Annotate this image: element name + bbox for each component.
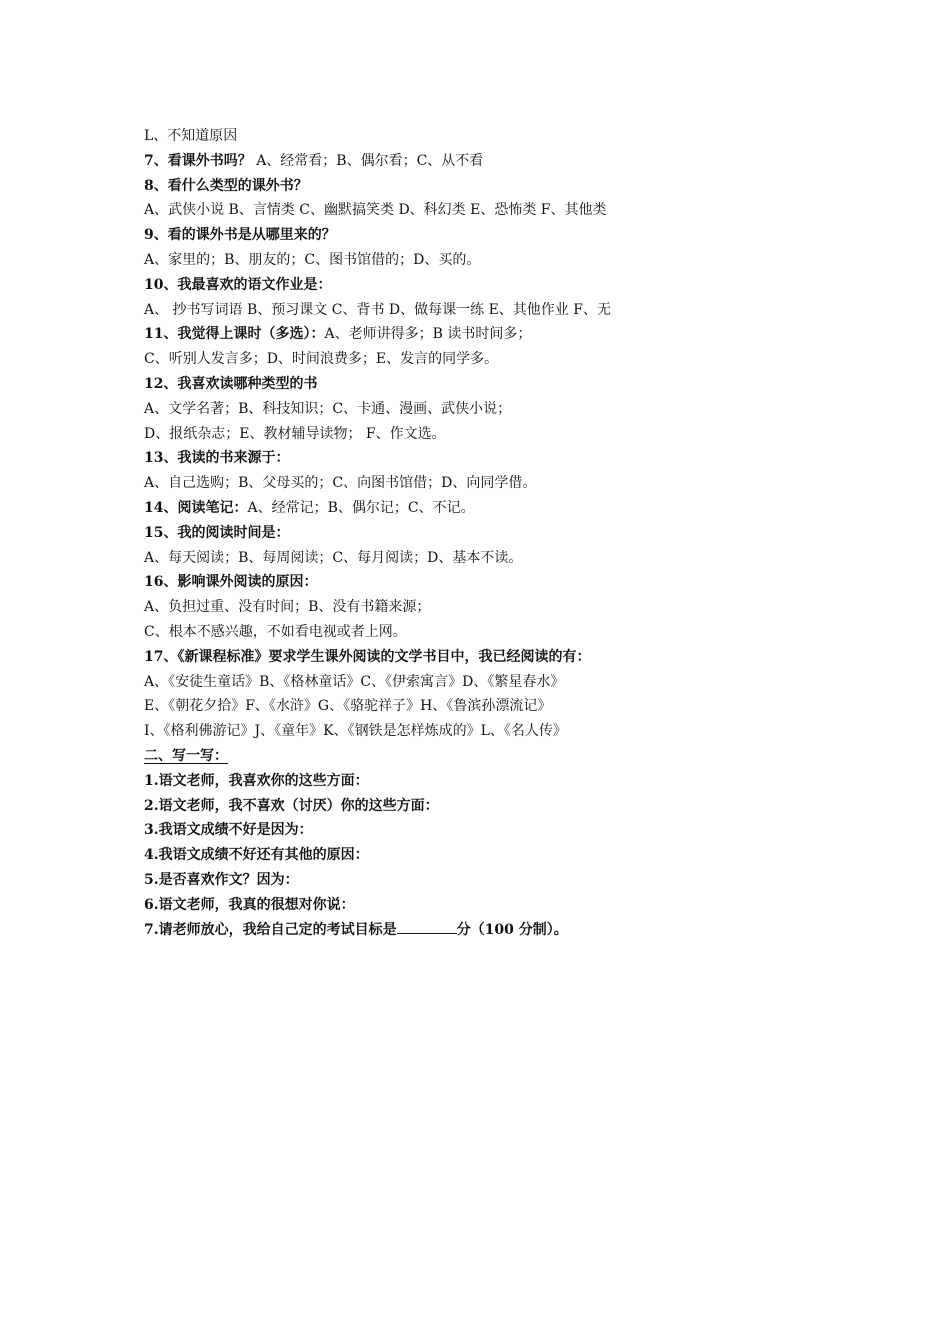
question-text: 16、影响课外阅读的原因： bbox=[144, 574, 318, 591]
answer-options: L、不知道原因 bbox=[144, 128, 238, 144]
question-text: 6.语文老师，我真的很想对你说： bbox=[144, 896, 355, 913]
section-heading: 二、写一写： bbox=[144, 747, 228, 764]
document-page bbox=[144, 124, 864, 942]
answer-options: A、老师讲得多；B 读书时间多； bbox=[324, 326, 532, 343]
answer-options: A、家里的；B、朋友的；C、图书馆借的；D、买的。 bbox=[144, 251, 481, 268]
question-text: 1.语文老师，我喜欢你的这些方面： bbox=[144, 772, 369, 789]
question-text: 14、阅读笔记： bbox=[144, 499, 248, 516]
question-text: 7、看课外书吗？ bbox=[144, 152, 252, 169]
answer-options: A、武侠小说 B、言情类 C、幽默搞笑类 D、科幻类 E、恐怖类 F、其他类 bbox=[144, 202, 607, 219]
question-with-options bbox=[144, 149, 864, 174]
fill-in-blank[interactable] bbox=[397, 921, 457, 934]
question-text: 12、我喜欢读哪种类型的书 bbox=[144, 375, 318, 392]
question-text: 17、《新课程标准》要求学生课外阅读的文学书目中，我已经阅读的有： bbox=[144, 648, 591, 665]
question-suffix: 分（100 分制）。 bbox=[456, 921, 568, 938]
question-text: 8、看什么类型的课外书？ bbox=[144, 177, 308, 194]
answer-options: I、《格利佛游记》J、《童年》K、《钢铁是怎样炼成的》L、《名人传》 bbox=[144, 723, 567, 740]
question-text: 15、我的阅读时间是： bbox=[144, 524, 290, 541]
question-text: 5.是否喜欢作文？因为： bbox=[144, 871, 299, 888]
answer-options: D、报纸杂志；E、教材辅导读物； F、作文选。 bbox=[144, 425, 446, 442]
answer-options: A、 抄书写词语 B、预习课文 C、背书 D、做每课一练 E、其他作业 F、无 bbox=[144, 301, 611, 318]
question-with-options bbox=[144, 322, 864, 347]
question-text: 10、我最喜欢的语文作业是： bbox=[144, 276, 332, 293]
survey-lines bbox=[144, 124, 864, 942]
answer-options: A、《安徒生童话》B、《格林童话》C、《伊索寓言》D、《繁星春水》 bbox=[144, 673, 565, 690]
question-text: 3.我语文成绩不好是因为： bbox=[144, 822, 313, 839]
answer-options: A、每天阅读；B、每周阅读；C、每月阅读；D、基本不读。 bbox=[144, 549, 523, 566]
question-text: 7.请老师放心，我给自己定的考试目标是 bbox=[144, 921, 397, 938]
question-with-options bbox=[144, 496, 864, 521]
answer-options: A、经常看；B、偶尔看；C、从不看 bbox=[251, 152, 484, 169]
answer-options: E、《朝花夕拾》F、《水浒》G、《骆驼祥子》H、《鲁滨孙漂流记》 bbox=[144, 698, 552, 715]
question-text: 2.语文老师，我不喜欢（讨厌）你的这些方面： bbox=[144, 797, 439, 814]
answer-options: C、根本不感兴趣，不如看电视或者上网。 bbox=[144, 623, 407, 640]
answer-options: C、听别人发言多；D、时间浪费多；E、发言的同学多。 bbox=[144, 351, 499, 368]
question-text: 13、我读的书来源于： bbox=[144, 450, 290, 467]
answer-options: A、自己选购；B、父母买的；C、向图书馆借；D、向同学借。 bbox=[144, 475, 537, 492]
question-text: 9、看的课外书是从哪里来的？ bbox=[144, 227, 336, 244]
answer-options: A、负担过重、没有时间；B、没有书籍来源； bbox=[144, 599, 431, 616]
answer-options: A、文学名著；B、科技知识；C、卡通、漫画、武侠小说； bbox=[144, 400, 512, 417]
answer-options: A、经常记；B、偶尔记；C、不记。 bbox=[247, 499, 475, 516]
question-with-blank bbox=[144, 918, 864, 943]
question-text: 11、我觉得上课时（多选）： bbox=[144, 326, 325, 343]
question-text: 4.我语文成绩不好还有其他的原因： bbox=[144, 847, 369, 864]
